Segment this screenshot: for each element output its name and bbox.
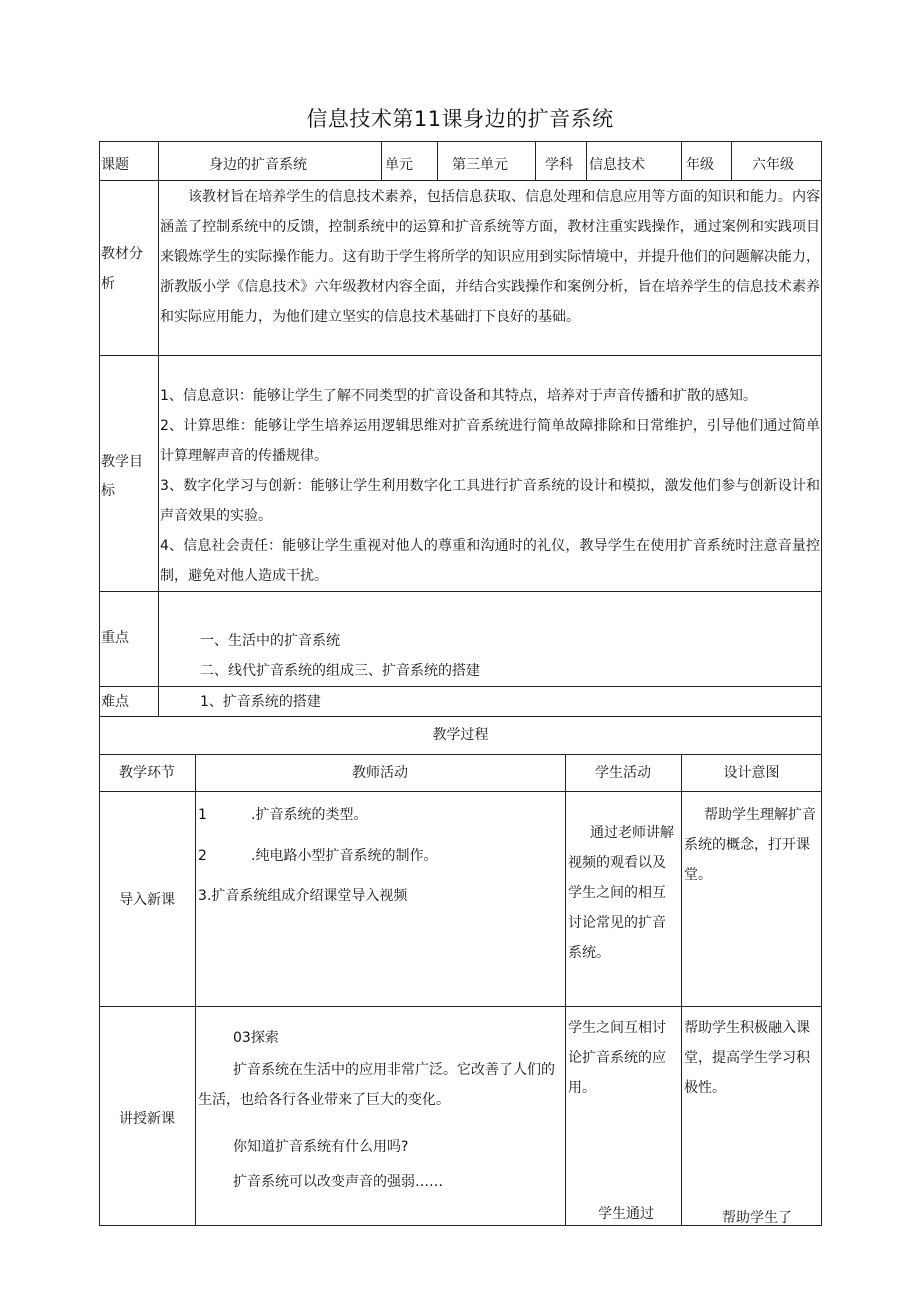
row-divider [99,1006,822,1007]
grade-label: 年级 [686,157,714,173]
teaching-goal-item: 3、数字化学习与创新：能够让学生利用数字化工具进行扩音系统的设计和模拟，激发他们参与创新设计和声音效果的实验。 [160,478,820,524]
student-activity-new-lesson: 学生之间互相讨论扩音系统的应用。 [568,1020,666,1096]
col-divider [565,754,566,1226]
teaching-goal-item: 4、信息社会责任：能够让学生重视对他人的尊重和沟通时的礼仪，教导学生在使用扩音系统时注意音量控制，避免对他人造成干扰。 [160,538,820,584]
teacher-question: 你知道扩音系统有什么用吗? [233,1139,409,1155]
column-header-intent: 设计意图 [723,765,780,781]
teacher-line: 扩音系统可以改变声音的强弱…… [233,1174,443,1190]
teacher-item-num: 2 [198,848,207,864]
material-analysis-text: 该教材旨在培养学生的信息技术素养，包括信息获取、信息处理和信息应用等方面的知识和能力。内容涵盖了控制系统中的反馈，控制系统中的运算和扩音系统等方面，教材注重实践操作，通过案例和实践项目来锻炼学生的实际操作能力。这有助于学生将所学的知识应用到实际情境中，并提升他们的问题解决能力，浙教版小学《信息技术》六年级教材内容全面，并结合实践操作和案例分析，旨在培养学生的信息技术素养和实际应用能力，为他们建立坚实的信息技术基础打下良好的基础。 [160,189,820,325]
stage-new-lesson: 讲授新课 [119,1111,175,1127]
lesson-label: 课题 [101,157,129,173]
stage-intro: 导入新课 [119,892,175,908]
design-intent-new-lesson: 帮助学生积极融入课堂，提高学生学习积极性。 [684,1020,810,1096]
row-divider [99,355,822,356]
col-divider [681,141,682,180]
col-divider [437,141,438,180]
col-divider [535,141,536,180]
unit-value: 第三单元 [452,157,508,173]
row-divider [99,791,822,792]
teacher-paragraph: 扩音系统在生活中的应用非常广泛。它改善了人们的生活，也给各行各业带来了巨大的变化。 [198,1062,555,1108]
teacher-line: 03探索 [233,1030,279,1046]
teaching-goal-item: 2、计算思维：能够让学生培养运用逻辑思维对扩音系统进行简单故障排除和日常维护，引导他们通过简单计算理解声音的传播规律。 [160,418,820,464]
column-header-student: 学生活动 [595,765,651,781]
lesson-value: 身边的扩音系统 [209,157,307,173]
col-divider [158,141,159,716]
teacher-item-text: .纯电路小型扩音系统的制作。 [251,848,438,864]
col-divider [681,754,682,1226]
design-intent-continued: 帮助学生了 [722,1210,792,1226]
row-divider [99,180,822,181]
material-analysis-label-2: 析 [101,276,115,292]
teacher-item-num: 1 [198,807,207,823]
column-header-stage: 教学环节 [119,765,175,781]
col-divider [586,141,587,180]
grade-value: 六年级 [752,157,794,173]
row-divider [99,716,822,717]
unit-label: 单元 [385,157,413,173]
teaching-goals-label-2: 标 [101,483,115,499]
key-point-1: 一、生活中的扩音系统 [200,633,340,649]
teaching-goals-list [160,381,820,591]
row-divider [99,686,822,687]
row-divider [99,591,822,592]
subject-value: 信息技术 [589,157,645,173]
difficult-points-label: 难点 [101,694,129,710]
student-activity-intro: 通过老师讲解视频的观看以及学生之间的相互讨论常见的扩音系统。 [568,825,674,961]
teacher-item-text: .扩音系统的类型。 [251,807,368,823]
key-points-label: 重点 [101,630,129,646]
teacher-item: 3.扩音系统组成介绍课堂导入视频 [198,888,408,904]
design-intent-intro: 帮助学生理解扩音系统的概念，打开课堂。 [684,807,816,883]
teaching-goals-label: 教学目 [101,454,143,470]
document-title: 信息技术第11课身边的扩音系统 [306,107,614,131]
teaching-goal-item: 1、信息意识：能够让学生了解不同类型的扩音设备和其特点，培养对于声音传播和扩散的感知。 [160,388,757,404]
difficult-point-1: 1、扩音系统的搭建 [200,694,321,710]
student-activity-continued: 学生通过 [598,1206,654,1222]
process-title: 教学过程 [432,727,489,743]
column-header-teacher: 教师活动 [352,765,408,781]
row-divider [99,754,822,755]
col-divider [731,141,732,180]
subject-label: 学科 [545,157,573,173]
material-analysis-label: 教材分 [101,246,143,262]
col-divider [381,141,382,180]
key-point-2: 二、线代扩音系统的组成三、扩音系统的搭建 [200,663,480,679]
col-divider [195,754,196,1226]
